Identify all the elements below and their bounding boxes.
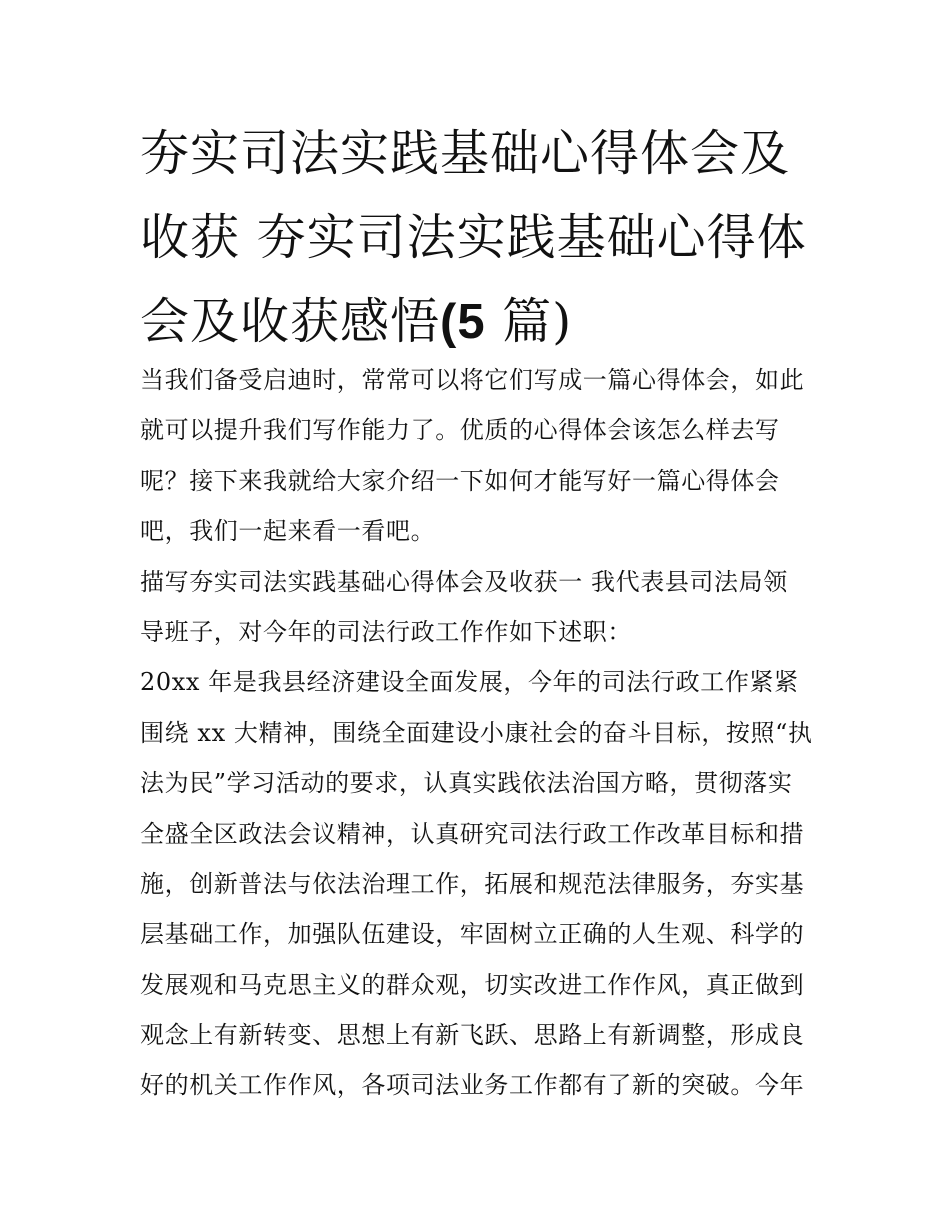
text-line: 层基础工作，加强队伍建设，牢固树立正确的人生观、科学的 — [140, 920, 805, 949]
text-line: 呢？接下来我就给大家介绍一下如何才能写好一篇心得体会 — [140, 466, 780, 495]
paragraph-section-heading — [140, 557, 830, 658]
text-line: 法为民”学习活动的要求，认真实践依法治国方略，贯彻落实 — [140, 769, 793, 798]
text-line: 描写夯实司法实践基础心得体会及收获一 我代表县司法局领 — [140, 567, 788, 596]
text-line: 发展观和马克思主义的群众观，切实改进工作作风，真正做到 — [140, 970, 805, 999]
paragraph-main — [140, 657, 830, 1111]
text-line: 好的机关工作作风，各项司法业务工作都有了新的突破。今年 — [140, 1071, 805, 1100]
text-line: 吧，我们一起来看一看吧。 — [140, 517, 436, 546]
title-text: 会及收获感悟 — [140, 293, 441, 350]
text-line: 20xx 年是我县经济建设全面发展，今年的司法行政工作紧紧 — [140, 668, 799, 697]
text-line: 全盛全区政法会议精神，认真研究司法行政工作改革目标和措 — [140, 819, 805, 848]
title-line: 夯实司法实践基础心得体会及 — [140, 125, 791, 182]
text-line: 就可以提升我们写作能力了。优质的心得体会该怎么样去写 — [140, 416, 780, 445]
text-line: 当我们备受启迪时，常常可以将它们写成一篇心得体会，如此 — [140, 366, 805, 394]
title-line: 收获 夯实司法实践基础心得体 — [140, 209, 807, 266]
title-line — [140, 280, 820, 364]
text-line: 观念上有新转变、思想上有新飞跃、思路上有新调整，形成良 — [140, 1021, 805, 1050]
paragraph-intro — [140, 355, 830, 557]
document-title — [140, 112, 820, 364]
text-line: 围绕 xx 大精神，围绕全面建设小康社会的奋斗目标，按照“执 — [140, 718, 813, 747]
title-count: (5 — [440, 295, 486, 349]
text-line: 导班子，对今年的司法行政工作作如下述职： — [140, 617, 632, 646]
document-body — [140, 355, 830, 1111]
title-suffix: 篇) — [502, 293, 573, 350]
text-line: 施，创新普法与依法治理工作，拓展和规范法律服务，夯实基 — [140, 869, 805, 898]
